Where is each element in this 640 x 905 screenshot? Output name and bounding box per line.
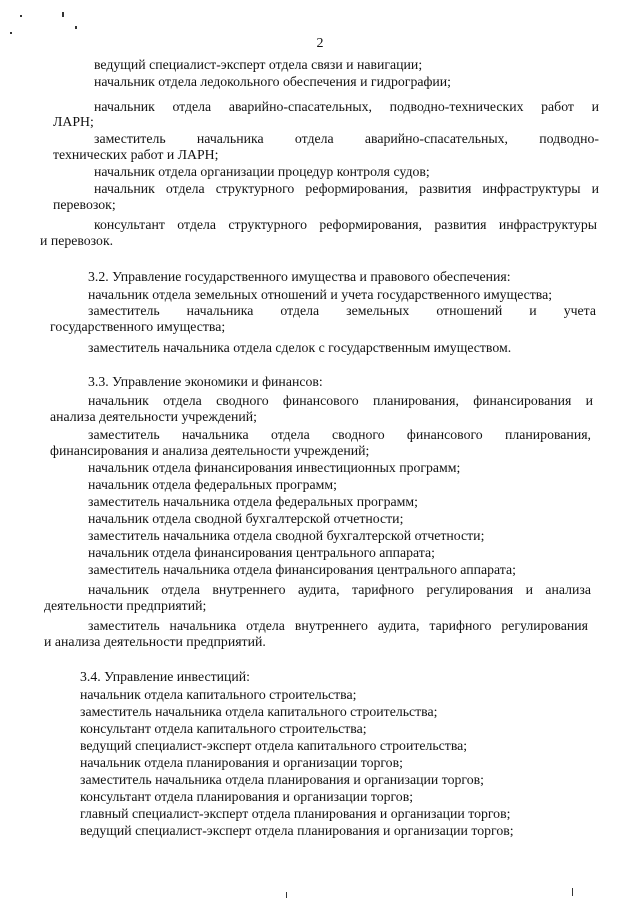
- text-line: консультант отдела планирования и организации торгов;: [80, 789, 414, 804]
- text-line: начальник отдела структурного реформирования, развития инфраструктуры и: [94, 181, 599, 196]
- text-line: начальник отдела планирования и организации торгов;: [80, 755, 403, 770]
- text-line: деятельности предприятий;: [44, 598, 207, 613]
- text-line: начальник отдела земельных отношений и учета государственного имущества;: [88, 287, 553, 302]
- text-line: заместитель начальника отдела земельных отношений и учета: [88, 303, 596, 318]
- text-line: ЛАРН;: [53, 114, 94, 129]
- text-line: ведущий специалист-эксперт отдела связи и навигации;: [94, 57, 423, 72]
- text-line: заместитель начальника отдела планирования и организации торгов;: [80, 772, 484, 787]
- text-line: технических работ и ЛАРН;: [53, 147, 219, 162]
- text-line: заместитель начальника отдела федеральных программ;: [88, 494, 418, 509]
- text-line: консультант отдела структурного реформирования, развития инфраструктуры: [94, 217, 597, 232]
- section-heading: 3.3. Управление экономики и финансов:: [88, 374, 323, 389]
- section-heading: 3.2. Управление государственного имущества и правового обеспечения:: [88, 269, 511, 284]
- text-line: начальник отдела финансирования инвестиционных программ;: [88, 460, 461, 475]
- text-line: заместитель начальника отдела финансирования центрального аппарата;: [88, 562, 516, 577]
- text-line: начальник отдела ледокольного обеспечения и гидрографии;: [94, 74, 452, 89]
- text-line: и анализа деятельности предприятий.: [44, 634, 266, 649]
- text-line: анализа деятельности учреждений;: [50, 409, 257, 424]
- text-line: государственного имущества;: [50, 319, 226, 334]
- text-line: ведущий специалист-эксперт отдела капитального строительства;: [80, 738, 468, 753]
- text-line: и перевозок.: [40, 233, 114, 248]
- text-line: заместитель начальника отдела аварийно-спасательных, подводно-: [94, 131, 599, 146]
- scan-speck: [286, 892, 287, 898]
- text-line: консультант отдела капитального строительства;: [80, 721, 367, 736]
- scan-speck: [75, 26, 77, 29]
- text-line: начальник отдела аварийно-спасательных, подводно-технических работ и: [94, 99, 599, 114]
- text-line: главный специалист-эксперт отдела планирования и организации торгов;: [80, 806, 511, 821]
- scan-speck: [20, 15, 22, 17]
- text-line: начальник отдела сводной бухгалтерской отчетности;: [88, 511, 404, 526]
- text-line: начальник отдела сводного финансового планирования, финансирования и: [88, 393, 593, 408]
- text-line: заместитель начальника отдела внутреннего аудита, тарифного регулирования: [88, 618, 588, 633]
- page-number: 2: [316, 36, 324, 51]
- text-line: заместитель начальника отдела сделок с государственным имуществом.: [88, 340, 512, 355]
- text-line: начальник отдела федеральных программ;: [88, 477, 337, 492]
- text-line: начальник отдела капитального строительства;: [80, 687, 357, 702]
- text-line: ведущий специалист-эксперт отдела планирования и организации торгов;: [80, 823, 514, 838]
- section-heading: 3.4. Управление инвестиций:: [80, 669, 250, 684]
- text-line: перевозок;: [53, 197, 116, 212]
- scan-speck: [62, 12, 64, 17]
- scan-speck: [10, 32, 12, 34]
- text-line: заместитель начальника отдела сводного финансового планирования,: [88, 427, 591, 442]
- text-line: начальник отдела финансирования центрального аппарата;: [88, 545, 435, 560]
- text-line: начальник отдела организации процедур контроля судов;: [94, 164, 430, 179]
- text-line: начальник отдела внутреннего аудита, тарифного регулирования и анализа: [88, 582, 591, 597]
- text-line: заместитель начальника отдела капитального строительства;: [80, 704, 438, 719]
- text-line: финансирования и анализа деятельности учреждений;: [50, 443, 370, 458]
- scan-speck: [572, 888, 573, 896]
- text-line: заместитель начальника отдела сводной бухгалтерской отчетности;: [88, 528, 485, 543]
